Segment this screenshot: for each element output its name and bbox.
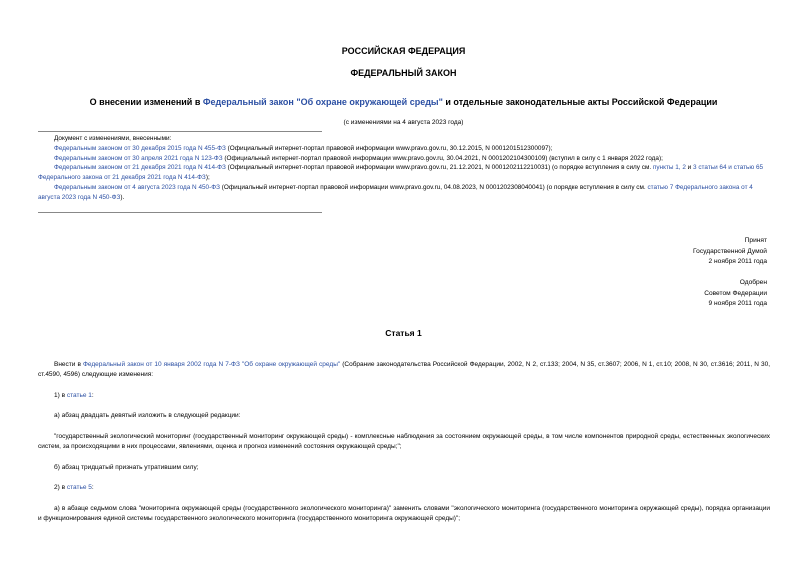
accepted-line-2: Государственной Думой bbox=[693, 247, 767, 255]
change-item-1 bbox=[38, 144, 770, 154]
change-item-2-text: (Официальный интернет-портал правовой информации www.pravo.gov.ru, 30.04.2021, N 0001202104300109) (вступил в силу с 1 января 2022 года); bbox=[222, 154, 663, 162]
changes-bottom-rule bbox=[38, 212, 322, 213]
change-item-4-text: (Официальный интернет-портал правовой информации www.pravo.gov.ru, 04.08.2023, N 0001202308040041) (о порядке вступления в силу см. bbox=[219, 183, 648, 191]
point-1b: б) абзац тридцатый признать утратившим силу; bbox=[54, 464, 199, 471]
doc-title bbox=[0, 97, 807, 107]
change-item-1-link[interactable]: Федеральным законом от 30 декабря 2015 года N 455-ФЗ bbox=[54, 144, 226, 152]
approved-line-3: 9 ноября 2011 года bbox=[708, 300, 767, 307]
edits-note: (с изменениями на 4 августа 2023 года) bbox=[343, 119, 464, 126]
article-intro bbox=[38, 360, 770, 380]
change-item-3-text: (Официальный интернет-портал правовой информации www.pravo.gov.ru, 21.12.2021, N 0001202112210031) (о порядке вступления в силу см. bbox=[225, 164, 653, 172]
change-item-4-text2: ). bbox=[120, 193, 125, 201]
article-intro-post: (Собрание законодательства Российской Федерации, 2002, N 2, ст.133; 2004, N 35, ст.3607; 2006, N 1, ст.10; 2008, N 30, ст.3616; 2011, N 30, ст.4590, 4596) следующие изменения: bbox=[38, 361, 771, 379]
article-intro-pre: Внести в bbox=[54, 361, 83, 368]
changes-block bbox=[38, 134, 770, 203]
change-item-4-link[interactable]: Федеральным законом от 4 августа 2023 года N 450-ФЗ bbox=[54, 183, 220, 191]
accepted-line-1: Принят bbox=[744, 237, 767, 244]
change-item-3-link2[interactable]: пункты 1, 2 bbox=[652, 164, 686, 172]
change-item-2-link[interactable]: Федеральным законом от 30 апреля 2021 года N 123-ФЗ bbox=[54, 154, 223, 162]
country-heading: РОССИЙСКАЯ ФЕДЕРАЦИЯ bbox=[341, 46, 466, 56]
change-item-4-link2[interactable]: статью 7 Федерального закона от 4 августа 2023 года N 450-ФЗ bbox=[38, 183, 753, 201]
article-intro-link[interactable]: Федеральный закон от 10 января 2002 года N 7-ФЗ "Об охране окружающей среды" bbox=[82, 361, 341, 368]
doc-type-heading: ФЕДЕРАЛЬНЫЙ ЗАКОН bbox=[350, 68, 457, 78]
change-item-2 bbox=[38, 154, 770, 164]
point-1 bbox=[38, 391, 770, 401]
point-1a: а) абзац двадцать девятый изложить в следующей редакции: bbox=[54, 412, 241, 419]
doc-title-post: и отдельные законодательные акты Российской Федерации bbox=[442, 97, 718, 107]
changes-top-rule bbox=[38, 131, 322, 132]
accepted-block bbox=[693, 236, 767, 268]
changes-intro: Документ с изменениями, внесенными: bbox=[54, 135, 172, 142]
change-item-3-text3: ); bbox=[205, 174, 210, 182]
article-title: Статья 1 bbox=[385, 328, 422, 338]
point-1-link[interactable]: статье 1 bbox=[66, 392, 92, 399]
point-2-post: : bbox=[91, 484, 94, 491]
doc-title-pre: О внесении изменений в bbox=[89, 97, 203, 107]
point-1-post: : bbox=[91, 392, 94, 399]
point-2-pre: 2) в bbox=[54, 484, 67, 491]
point-1a-quote: "государственный экологический мониторинг (государственный мониторинг окружающей среды) - комплексные наблюдения за состоянием окружающей среды, в том числе компонентов природной среды, естественных экологических систем, за происходящими в них процессами, явлениями, оценка и прогноз изменений состояния окружающей среды;"; bbox=[38, 433, 770, 451]
change-item-4 bbox=[38, 183, 770, 203]
point-2 bbox=[38, 483, 770, 493]
approved-block bbox=[704, 278, 767, 310]
point-1-pre: 1) в bbox=[54, 392, 67, 399]
approved-line-2: Советом Федерации bbox=[704, 289, 767, 297]
point-2a: а) в абзаце седьмом слова "мониторинга окружающей среды (государственного экологического мониторинга)" заменить словами "экологического мониторинга (государственного мониторинга окружающей среды), порядка организации и функционирования единой системы государственного экологического мониторинга (государственного мониторинга окружающей среды)"; bbox=[38, 505, 770, 523]
change-item-3-text2: и bbox=[685, 164, 694, 172]
accepted-line-3: 2 ноября 2011 года bbox=[708, 258, 767, 265]
change-item-1-text: (Официальный интернет-портал правовой информации www.pravo.gov.ru, 30.12.2015, N 0001201512300097); bbox=[225, 144, 553, 152]
change-item-3 bbox=[38, 163, 770, 183]
approved-line-1: Одобрен bbox=[739, 279, 767, 286]
change-item-3-link3[interactable]: 3 статьи 64 и статью 65 Федерального закона от 21 декабря 2021 года N 414-ФЗ bbox=[38, 164, 764, 182]
change-item-3-link[interactable]: Федеральным законом от 21 декабря 2021 года N 414-ФЗ bbox=[54, 164, 226, 172]
point-2-link[interactable]: статье 5 bbox=[66, 484, 92, 491]
doc-title-link[interactable]: Федеральный закон "Об охране окружающей среды" bbox=[202, 97, 443, 107]
